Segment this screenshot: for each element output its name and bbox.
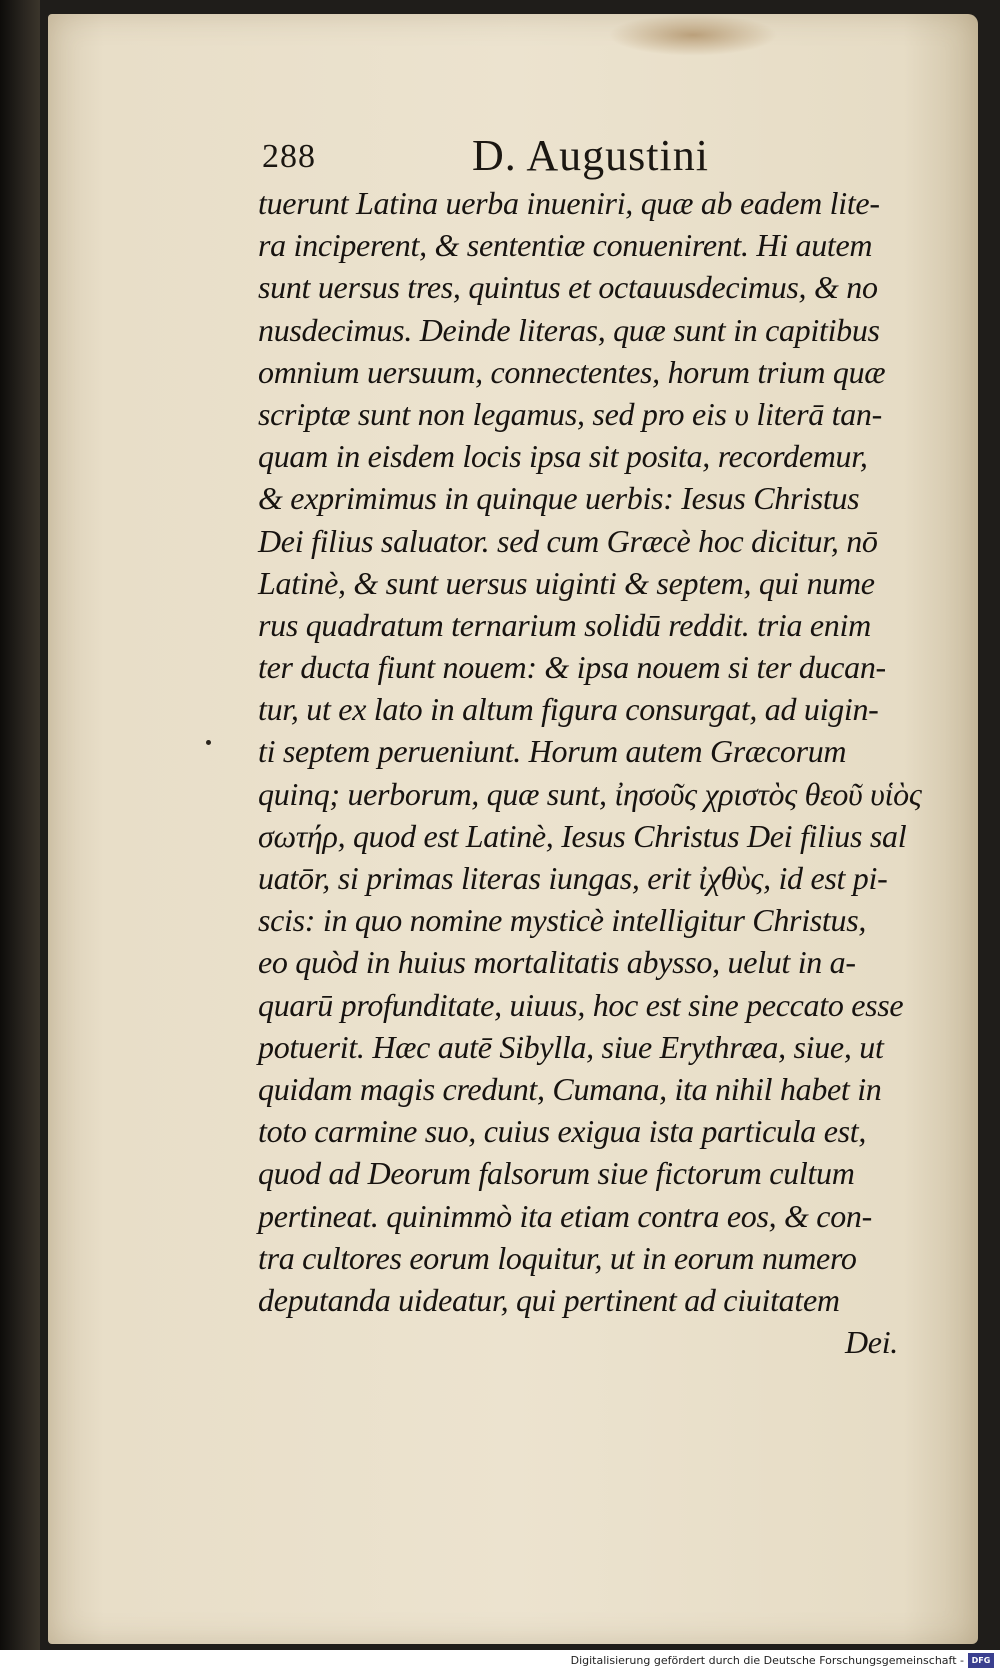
text-line: omnium uersuum, connectentes, horum trium quæ xyxy=(258,353,886,390)
text-line: ra inciperent, & sententiæ conuenirent. Hi autem xyxy=(258,227,873,264)
text-line: tur, ut ex lato in altum figura consurgat, ad uigin- xyxy=(258,691,879,728)
text-line: Latinè, & sunt uersus uiginti & septem, qui nume xyxy=(258,564,875,601)
text-line: quod ad Deorum falsorum siue fictorum cultum xyxy=(258,1155,855,1192)
dfg-logo: DFG xyxy=(968,1653,994,1668)
text-line: eo quòd in huius mortalitatis abysso, uelut in a- xyxy=(258,944,856,981)
text-line: quinq; uerborum, quæ sunt, ἰησοῦς χριστὸς θεοῦ υἱὸς xyxy=(258,775,922,812)
text-line: quidam magis credunt, Cumana, ita nihil habet in xyxy=(258,1070,882,1107)
paper-stain xyxy=(608,14,778,56)
text-line: uatōr, si primas literas iungas, erit ἰχθὺς, id est pi- xyxy=(258,860,888,896)
text-line: rus quadratum ternarium solidū reddit. tria enim xyxy=(258,606,871,643)
page-number: 288 xyxy=(262,138,316,175)
text-line: scriptæ sunt non legamus, sed pro eis υ literā tan- xyxy=(258,395,882,432)
page-header xyxy=(262,130,912,180)
book-spine xyxy=(0,0,40,1650)
catchword: Dei. xyxy=(844,1324,898,1361)
digitization-footer xyxy=(0,1650,1000,1674)
running-title: D. Augustini xyxy=(472,131,709,180)
text-line: potuerit. Hæc autē Sibylla, siue Erythræa, siue, ut xyxy=(258,1028,884,1065)
text-line: quarū profunditate, uiuus, hoc est sine peccato esse xyxy=(258,986,904,1023)
text-line: deputanda uideatur, qui pertinent ad ciuitatem xyxy=(258,1281,840,1318)
text-line: toto carmine suo, cuius exigua ista particula est, xyxy=(258,1113,867,1150)
footer-credit: Digitalisierung gefördert durch die Deutsche Forschungsgemeinschaft - xyxy=(570,1654,964,1667)
text-line: Dei filius saluator. sed cum Græcè hoc dicitur, nō xyxy=(258,522,878,559)
margin-mark xyxy=(206,740,211,745)
text-line: nusdecimus. Deinde literas, quæ sunt in capitibus xyxy=(258,311,880,348)
body-text xyxy=(258,182,922,1363)
text-line: scis: in quo nomine mysticè intelligitur Christus, xyxy=(258,902,867,939)
text-line: & exprimimus in quinque uerbis: Iesus Christus xyxy=(258,480,860,517)
text-line: σωτήρ, quod est Latinè, Iesus Christus Dei filius sal xyxy=(258,817,907,854)
text-line: pertineat. quinimmò ita etiam contra eos, & con- xyxy=(258,1197,872,1234)
text-line: sunt uersus tres, quintus et octauusdecimus, & no xyxy=(258,269,878,306)
text-line: tuerunt Latina uerba inueniri, quæ ab eadem lite- xyxy=(258,185,880,221)
text-line: tra cultores eorum loquitur, ut in eorum numero xyxy=(258,1239,857,1276)
text-line: quam in eisdem locis ipsa sit posita, recordemur, xyxy=(258,438,868,475)
text-line: ter ducta fiunt nouem: & ipsa nouem si ter ducan- xyxy=(258,649,886,686)
text-line: ti septem perueniunt. Horum autem Græcorum xyxy=(258,733,847,770)
